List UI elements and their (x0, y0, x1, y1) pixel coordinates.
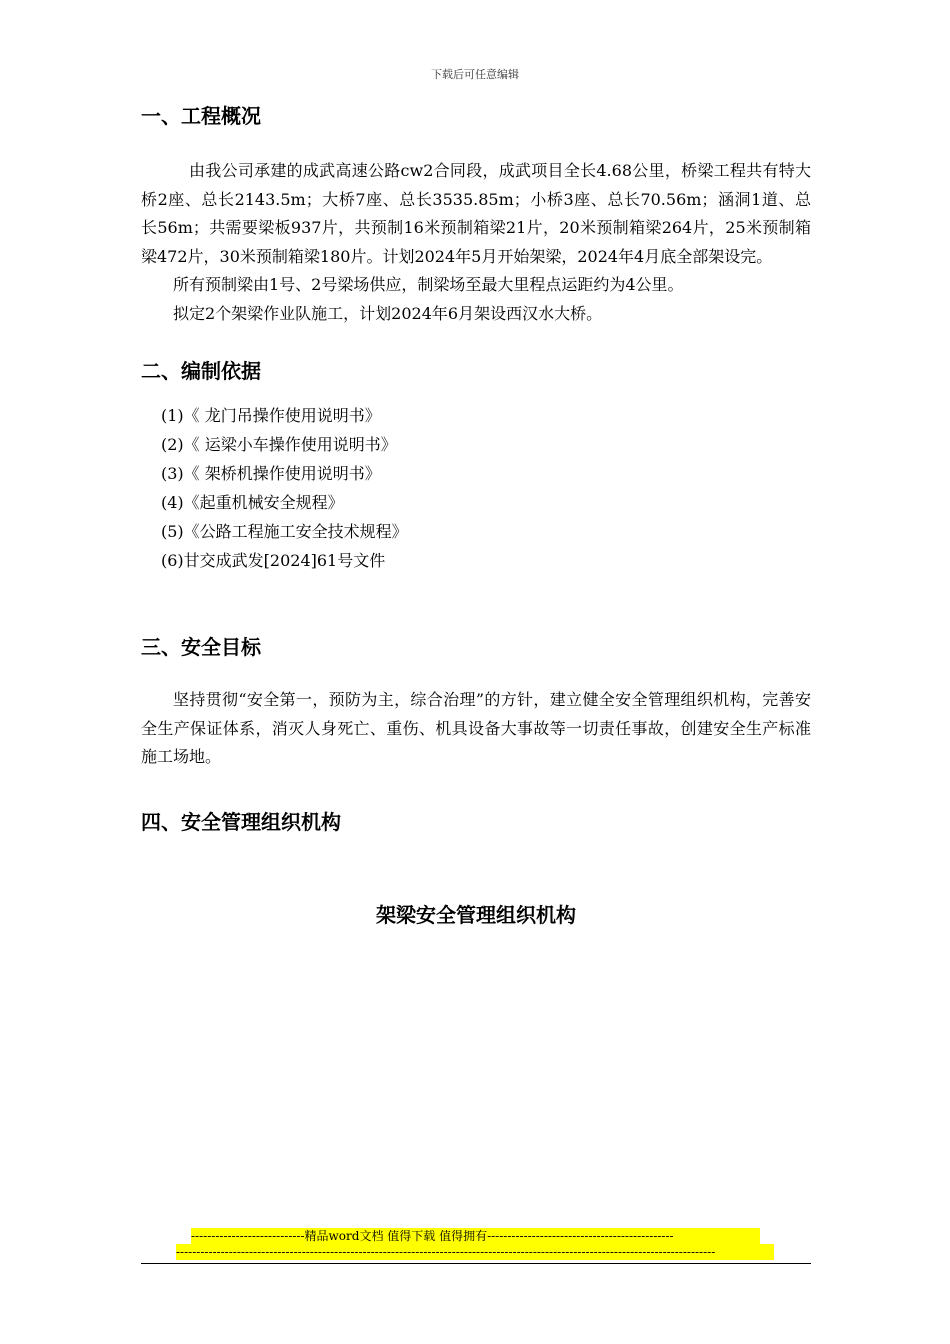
section-title-overview: 一、工程概况 (141, 104, 261, 128)
footer-banner-line-1: ----------------------------精品word文档 值得下载 值得拥有---------------------------------------------- (191, 1228, 760, 1244)
reference-item: (4)《起重机械安全规程》 (161, 493, 344, 512)
overview-paragraph-2: 所有预制梁由1号、2号梁场供应，制梁场至最大里程点运距约为4公里。 (173, 275, 684, 294)
org-chart-title: 架梁安全管理组织机构 (376, 902, 576, 927)
reference-list (141, 401, 811, 575)
reference-item: (6)甘交成武发[2024]61号文件 (161, 551, 386, 570)
reference-item: (2)《 运梁小车操作使用说明书》 (161, 435, 397, 454)
document-body (141, 100, 811, 928)
footer-divider (141, 1263, 811, 1264)
reference-item: (3)《 架桥机操作使用说明书》 (161, 464, 381, 483)
overview-paragraph-3: 拟定2个架梁作业队施工，计划2024年6月架设西汉水大桥。 (173, 303, 603, 323)
header-note: 下载后可任意编辑 (431, 68, 519, 81)
safety-goal-paragraph: 坚持贯彻“安全第一，预防为主，综合治理”的方针，建立健全安全管理组织机构，完善安全生产保证体系，消灭人身死亡、重伤、机具设备大事故等一切责任事故，创建安全生产标准施工场地。 (141, 690, 811, 766)
section-title-basis: 二、编制依据 (141, 359, 261, 383)
reference-item: (5)《公路工程施工安全技术规程》 (161, 522, 408, 541)
section-title-safety-goal: 三、安全目标 (141, 635, 261, 659)
overview-paragraph-1: 由我公司承建的成武高速公路cw2合同段，成武项目全长4.68公里，桥梁工程共有特大桥2座、总长2143.5m；大桥7座、总长3535.85m；小桥3座、总长70.56m；涵洞1道、总长56m；共需要梁板937片，共预制16米预制箱梁21片，20米预制箱梁264片，25米预制箱梁472片，30米预制箱梁180片。计划2024年5月开始架梁，2024年4月底全部架设完。 (141, 161, 811, 266)
section-title-organization: 四、安全管理组织机构 (141, 809, 341, 834)
reference-item: (1)《 龙门吊操作使用说明书》 (161, 406, 381, 425)
footer-banner-line-2: ------------------------------------------------------------------------------------------------------------------------------------- (176, 1244, 774, 1260)
